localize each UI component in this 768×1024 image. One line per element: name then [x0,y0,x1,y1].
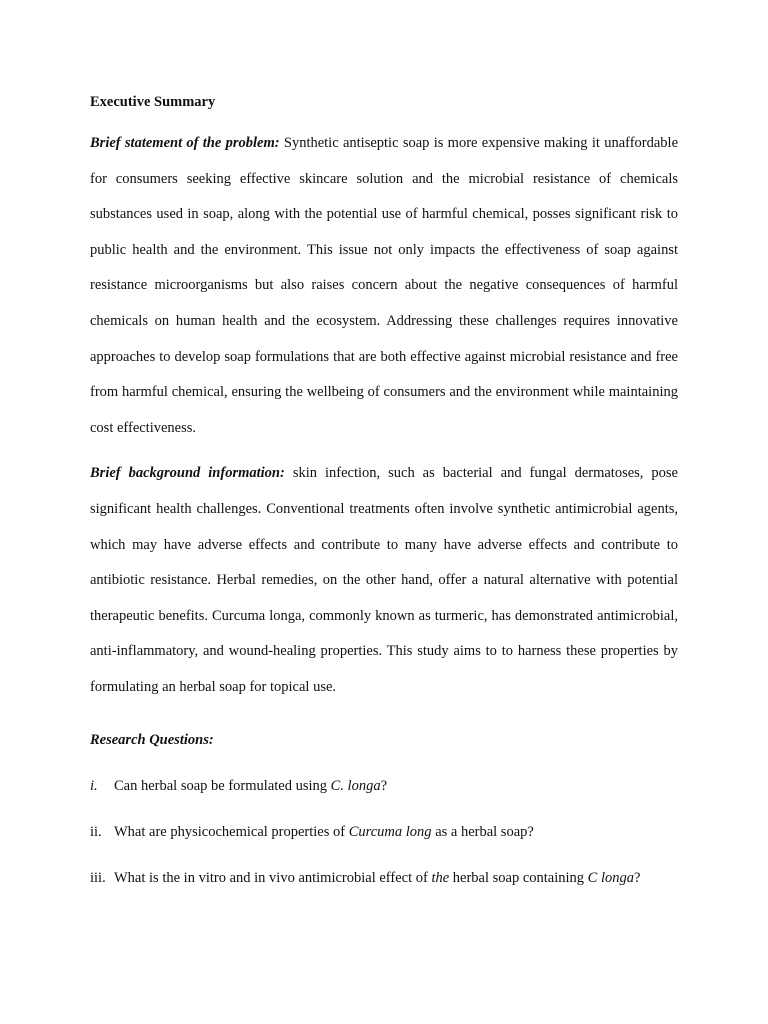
list-item-text: What is the in vitro and in vivo antimicrobial effect of the herbal soap containing C longa? [114,869,641,886]
section-heading: Executive Summary [90,94,216,110]
list-item-number: i. [90,777,98,794]
list-item [90,776,678,796]
research-questions-heading: Research Questions: [90,731,214,748]
background-text: skin infection, such as bacterial and fungal dermatoses, pose significant health challenges. Conventional treatments often involve synthetic antimicrobial agents, which may have adverse effects and contribute to many have adverse effects and contribute to antibiotic resistance. Herbal remedies, on the other hand, offer a natural alternative with potential therapeutic benefits. Curcuma longa, commonly known as turmeric, has demonstrated antimicrobial, anti-inflammatory, and wound-healing properties. This study aims to to harness these properties by formulating an herbal soap for topical use. [90,465,678,695]
list-item [90,868,678,888]
problem-paragraph [90,126,678,446]
research-questions-list [90,776,678,888]
background-lead: Brief background information: [90,465,285,482]
list-item-number: iii. [90,869,106,886]
problem-lead: Brief statement of the problem: [90,135,280,151]
list-item [90,822,678,842]
list-item-number: ii. [90,823,102,840]
list-item-text: Can herbal soap be formulated using C. longa? [114,777,388,794]
list-item-text: What are physicochemical properties of Curcuma long as a herbal soap? [114,823,534,840]
problem-text: Synthetic antiseptic soap is more expensive making it unaffordable for consumers seeking effective skincare solution and the microbial resistance of chemicals substances used in soap, along with the potential use of harmful chemical, posses significant risk to public health and the environment. This issue not only impacts the effectiveness of soap against resistance microorganisms but also raises concern about the negative consequences of harmful chemicals on human health and the ecosystem. Addressing these challenges requires innovative approaches to develop soap formulations that are both effective against microbial resistance and free from harmful chemical, ensuring the wellbeing of consumers and the environment while maintaining cost effectiveness. [90,135,678,436]
document-page [90,92,678,888]
background-paragraph [90,456,678,705]
